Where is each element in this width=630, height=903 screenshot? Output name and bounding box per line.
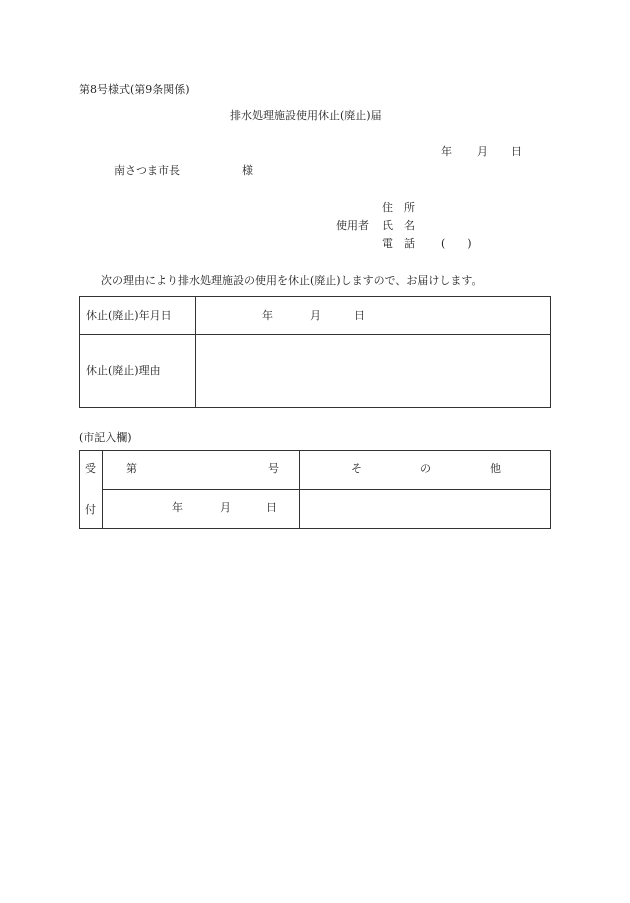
receipt-label-top: 受 — [85, 462, 96, 475]
other-label-3: 他 — [490, 462, 501, 475]
receipt-number-prefix: 第 — [126, 462, 137, 475]
main-table-row-divider — [79, 334, 551, 335]
date-year-label: 年 — [441, 145, 452, 158]
addressee-honorific: 様 — [242, 164, 253, 177]
suspension-reason-label: 休止(廃止)理由 — [86, 364, 161, 377]
main-table-col-divider — [195, 296, 196, 407]
suspension-date-label: 休止(廃止)年月日 — [86, 309, 172, 322]
suspension-month-label: 月 — [310, 309, 321, 322]
suspension-day-label: 日 — [354, 309, 365, 322]
office-use-label: (市記入欄) — [79, 431, 132, 444]
suspension-reason-field[interactable] — [198, 337, 546, 403]
date-day-label: 日 — [511, 145, 522, 158]
suspension-year-label: 年 — [262, 309, 273, 322]
addressee-name: 南さつま市長 — [114, 164, 180, 177]
receipt-day-label: 日 — [266, 501, 277, 514]
name-label: 氏 名 — [382, 219, 415, 232]
phone-parens: ( ) — [441, 237, 472, 250]
phone-label: 電 話 — [382, 237, 415, 250]
receipt-number-suffix: 号 — [268, 462, 279, 475]
applicant-label: 使用者 — [336, 219, 369, 232]
address-label: 住 所 — [382, 201, 415, 214]
office-use-row-divider — [102, 489, 551, 490]
other-label-1: そ — [351, 462, 362, 475]
statement-text: 次の理由により排水処理施設の使用を休止(廃止)しますので、お届けします。 — [101, 274, 483, 287]
other-label-2: の — [420, 462, 431, 475]
receipt-label-bottom: 付 — [85, 503, 96, 516]
receipt-year-label: 年 — [172, 501, 183, 514]
form-number: 第8号様式(第9条関係) — [79, 83, 190, 96]
form-title: 排水処理施設使用休止(廃止)届 — [230, 109, 382, 122]
date-month-label: 月 — [477, 145, 488, 158]
receipt-month-label: 月 — [220, 501, 231, 514]
